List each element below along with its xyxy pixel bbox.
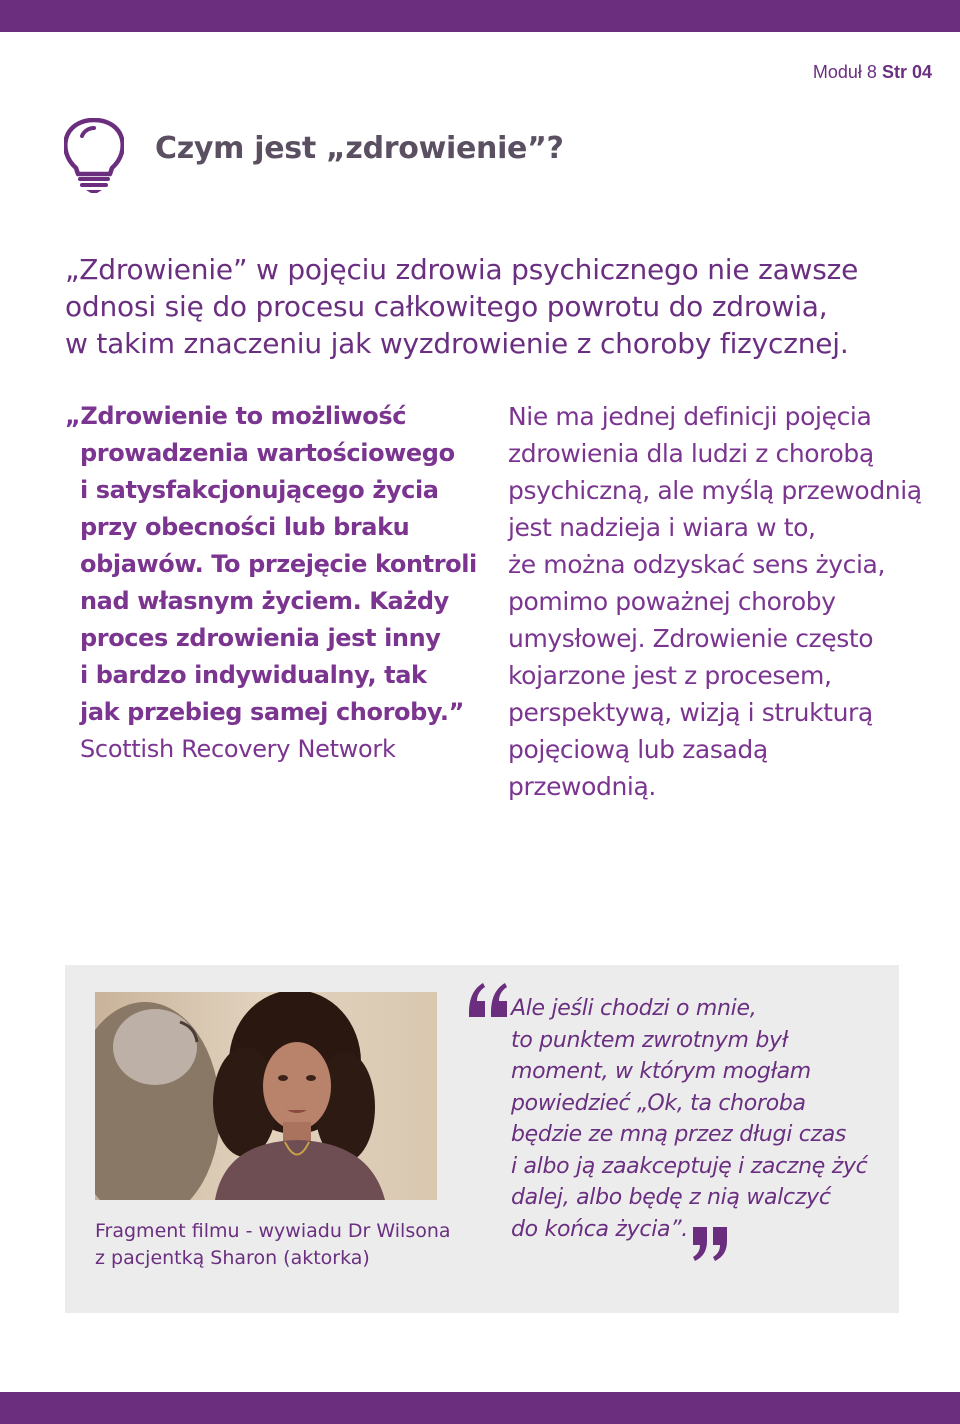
bottom-band bbox=[0, 1392, 960, 1424]
quote-line: objawów. To przejęcie kontroli bbox=[80, 550, 477, 578]
lightbulb-icon bbox=[64, 118, 124, 194]
definition-line: pomimo poważnej choroby bbox=[508, 587, 836, 616]
quote-text bbox=[65, 398, 475, 731]
section-title: Czym jest „zdrowienie”? bbox=[155, 131, 564, 166]
interview-photo bbox=[95, 992, 437, 1200]
page-indicator bbox=[813, 62, 932, 83]
quote-line: i bardzo indywidualny, tak bbox=[80, 661, 427, 689]
page-number: Str 04 bbox=[881, 62, 932, 82]
speech-line: to punktem zwrotnym był bbox=[511, 1027, 788, 1053]
definition-line: pojęciową lub zasadą bbox=[508, 735, 768, 764]
definition-line: jest nadzieja i wiara w to, bbox=[508, 513, 816, 542]
quote-line: prowadzenia wartościowego bbox=[80, 439, 455, 467]
module-label: Moduł 8 bbox=[812, 62, 877, 82]
interview-video-still[interactable] bbox=[95, 992, 437, 1200]
recovery-quote bbox=[65, 398, 475, 768]
close-quote-icon bbox=[689, 1223, 733, 1263]
caption-line: z pacjentką Sharon (aktorka) bbox=[95, 1247, 370, 1269]
intro-paragraph bbox=[65, 251, 915, 362]
speech-line: dalej, albo będę z nią walczyć bbox=[511, 1185, 831, 1210]
definition-line: przewodnią. bbox=[508, 772, 656, 801]
intro-line: w takim znaczeniu jak wyzdrowienie z choroby fizycznej. bbox=[65, 327, 849, 360]
speech-line: powiedzieć „Ok, ta choroba bbox=[511, 1090, 806, 1116]
open-quote-icon bbox=[465, 975, 513, 1023]
speech-line: Ale jeśli chodzi o mnie, bbox=[511, 996, 757, 1021]
definition-line: kojarzone jest z procesem, bbox=[508, 661, 832, 690]
definition-line: perspektywą, wizją i strukturą bbox=[508, 698, 873, 727]
speech-line: moment, w którym mogłam bbox=[511, 1059, 811, 1084]
speech-line: i albo ją zaakceptuję i zacznę żyć bbox=[511, 1153, 868, 1179]
sharon-quote bbox=[511, 993, 891, 1245]
definition-line: psychiczną, ale myślą przewodnią bbox=[508, 476, 922, 505]
speech-line: do końca życia”. bbox=[511, 1216, 688, 1242]
quote-line: przy obecności lub braku bbox=[80, 513, 410, 541]
quote-line: nad własnym życiem. Każdy bbox=[80, 587, 449, 615]
quote-line: i satysfakcjonującego życia bbox=[80, 476, 439, 504]
definition-line: Nie ma jednej definicji pojęcia bbox=[508, 402, 872, 431]
caption-line: Fragment filmu - wywiadu Dr Wilsona bbox=[95, 1220, 451, 1242]
definition-paragraph bbox=[508, 398, 938, 805]
film-caption bbox=[95, 1218, 455, 1272]
quote-line: jak przebieg samej choroby.” bbox=[80, 698, 465, 726]
quote-source: Scottish Recovery Network bbox=[80, 735, 396, 763]
definition-line: zdrowienia dla ludzi z chorobą bbox=[508, 439, 874, 468]
quote-line: proces zdrowienia jest inny bbox=[80, 624, 441, 652]
intro-line: „Zdrowienie” w pojęciu zdrowia psychicznego nie zawsze bbox=[65, 253, 859, 286]
intro-line: odnosi się do procesu całkowitego powrotu do zdrowia, bbox=[65, 290, 828, 323]
definition-line: umysłowej. Zdrowienie często bbox=[508, 624, 874, 653]
top-band bbox=[0, 0, 960, 32]
quote-line: „Zdrowienie to możliwość bbox=[65, 402, 407, 430]
film-panel bbox=[65, 965, 899, 1313]
speech-line: będzie ze mną przez długi czas bbox=[511, 1122, 847, 1147]
definition-line: że można odzyskać sens życia, bbox=[508, 550, 885, 579]
